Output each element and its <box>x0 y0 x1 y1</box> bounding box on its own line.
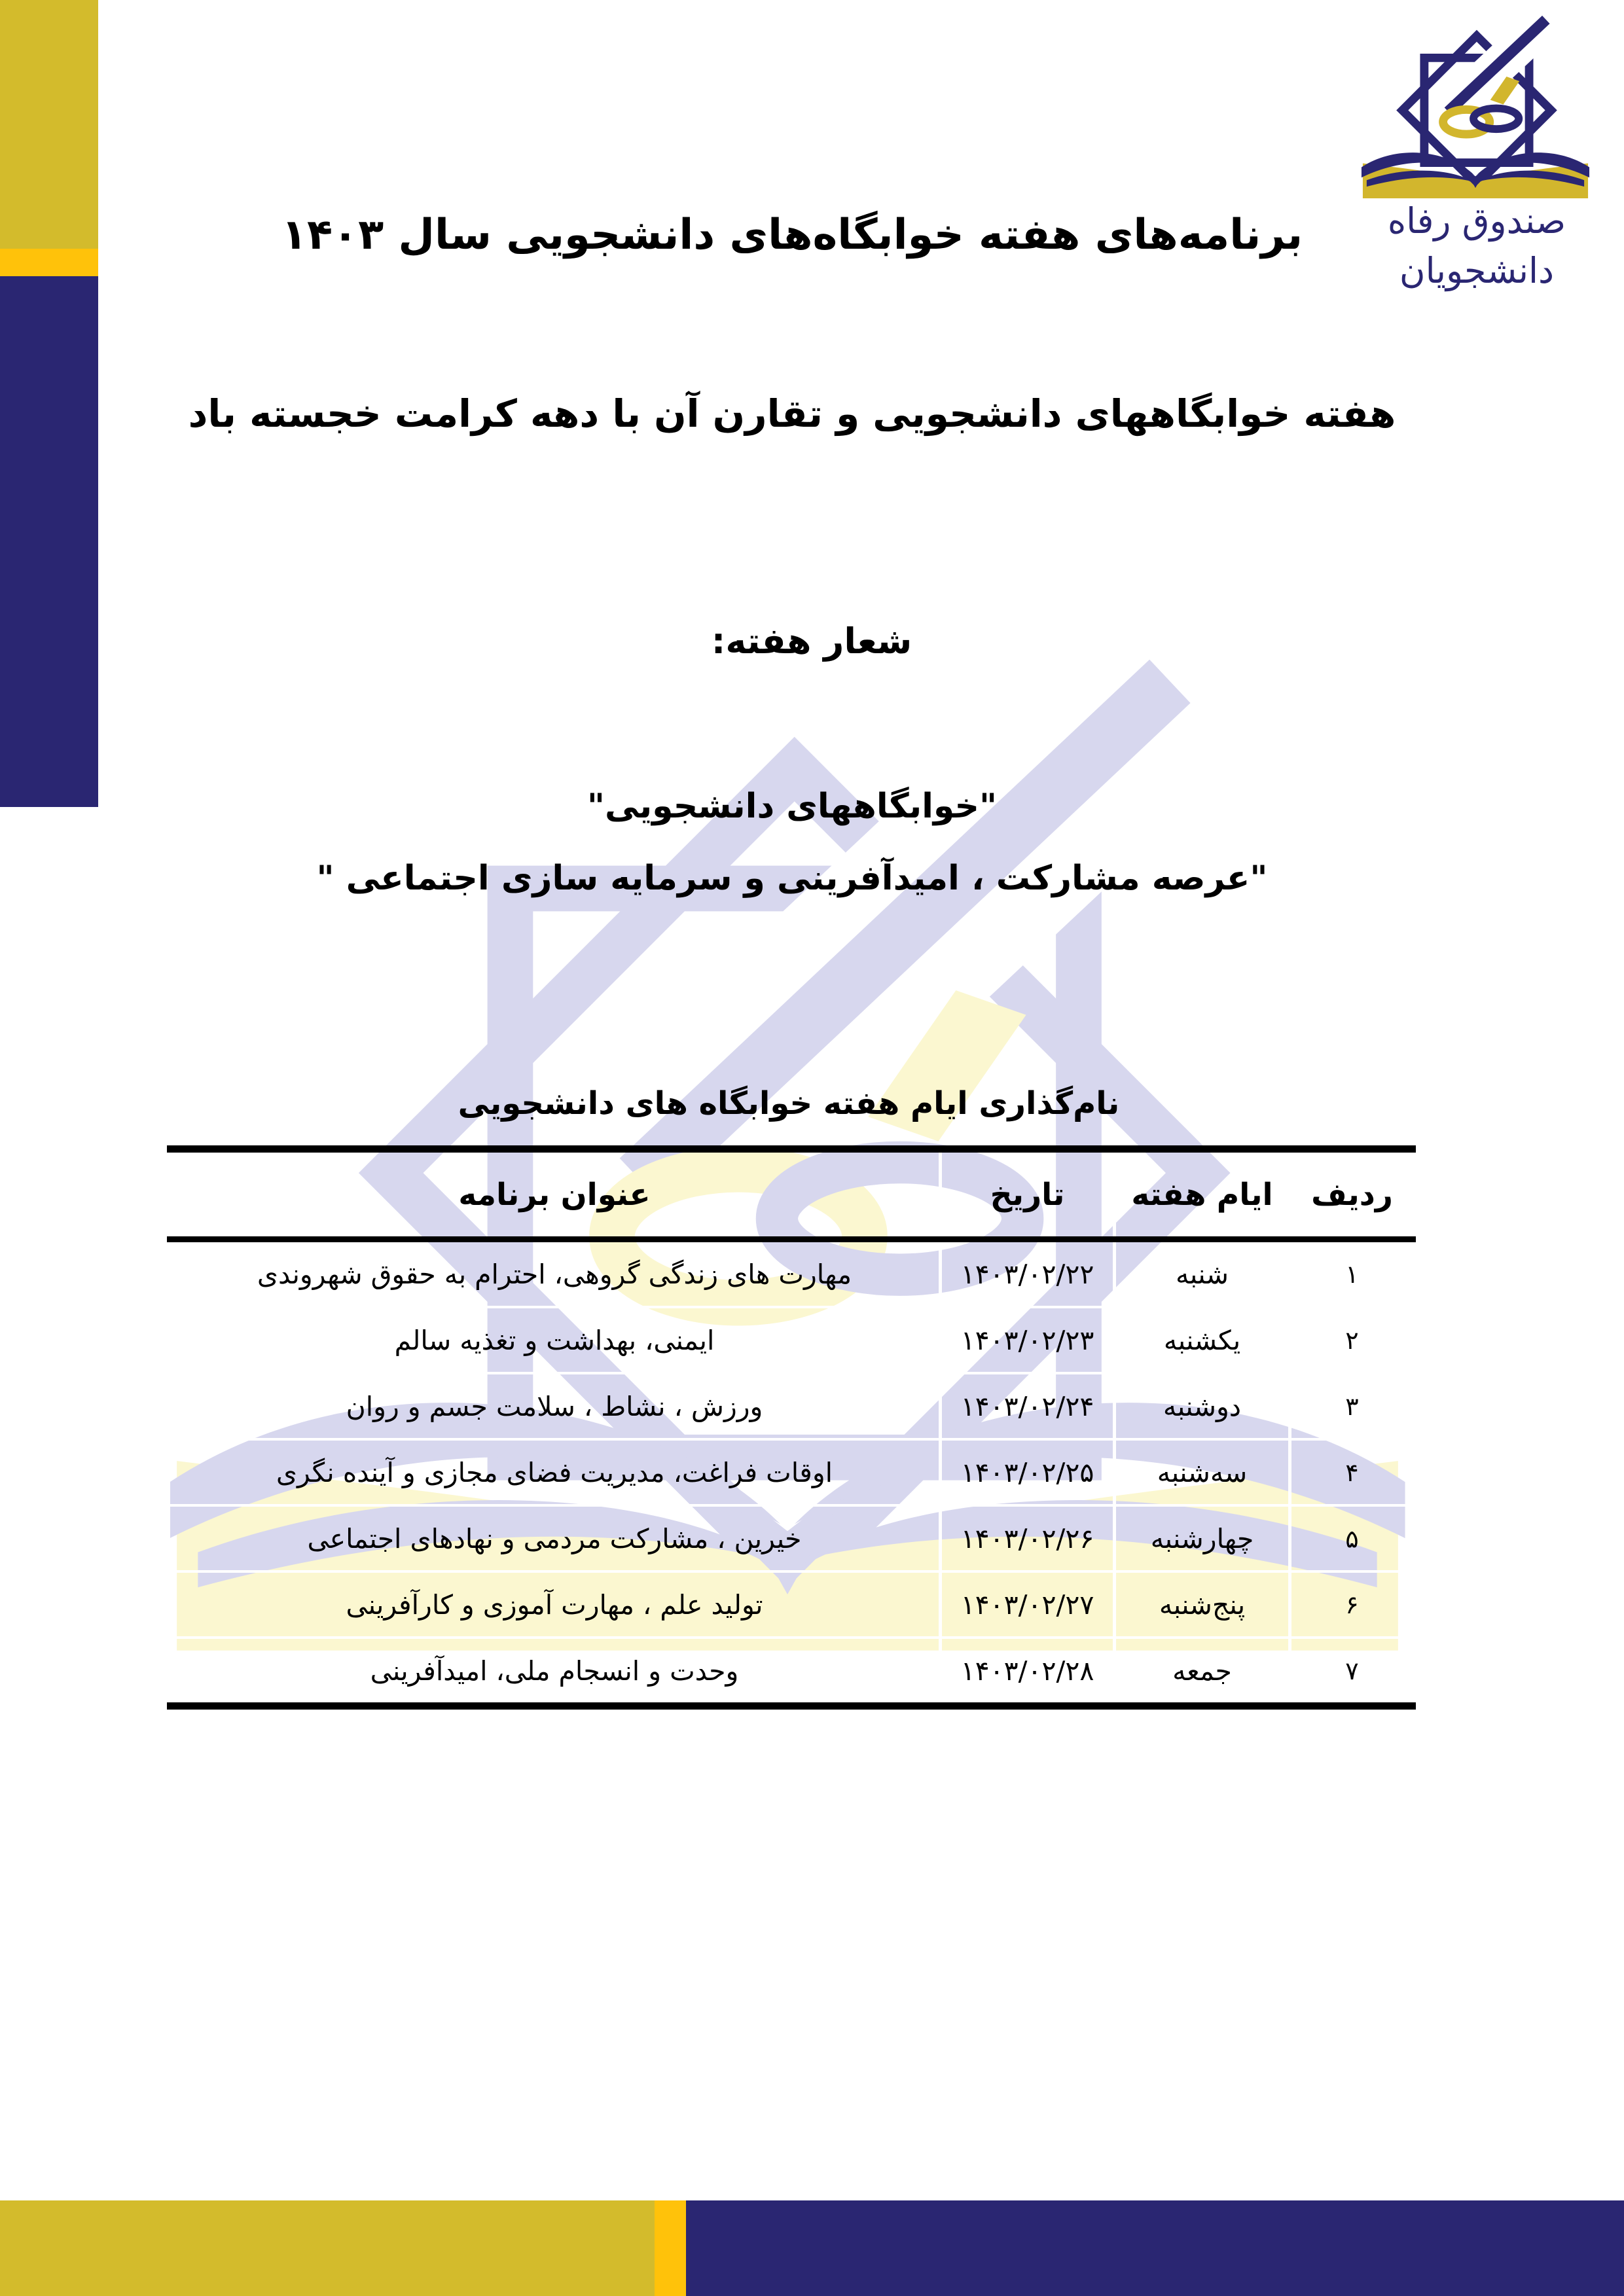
cell-day: شنبه <box>1115 1240 1290 1308</box>
table-title: نام‌گذاری ایام هفته خوابگاه های دانشجویی <box>458 1085 1120 1122</box>
footer-bar-navy <box>686 2200 1624 2296</box>
cell-row-number: ۲ <box>1290 1307 1415 1373</box>
cell-row-number: ۳ <box>1290 1373 1415 1439</box>
footer-bar-yellow-strip <box>655 2200 686 2296</box>
table-row <box>169 1439 1415 1505</box>
cell-day: پنج‌شنبه <box>1115 1571 1290 1638</box>
footer-bar-gold <box>0 2200 655 2296</box>
org-name-line1: صندوق رفاه <box>1387 200 1566 242</box>
schedule-table <box>167 1145 1416 1710</box>
left-bar-navy <box>0 276 98 807</box>
table-row <box>169 1307 1415 1373</box>
cell-row-number: ۶ <box>1290 1571 1415 1638</box>
table-row <box>169 1505 1415 1571</box>
cell-program: تولید علم ، مهارت آموزی و کارآفرینی <box>169 1571 941 1638</box>
cell-date: ۱۴۰۳/۰۲/۲۳ <box>941 1307 1115 1373</box>
header-cell-no: ردیف <box>1290 1149 1415 1240</box>
cell-date: ۱۴۰۳/۰۲/۲۷ <box>941 1571 1115 1638</box>
slogan-label: شعار هفته: <box>711 620 912 662</box>
cell-day: سه‌شنبه <box>1115 1439 1290 1505</box>
cell-row-number: ۱ <box>1290 1240 1415 1308</box>
slogan-line-2: "عرصه مشارکت ، امیدآفرینی و سرمایه سازی اجتماعی " <box>316 859 1268 898</box>
slogan-line-1: "خوابگاههای دانشجویی" <box>586 787 998 826</box>
cell-program: ایمنی، بهداشت و تغذیه سالم <box>169 1307 941 1373</box>
cell-program: وحدت و انسجام ملی، امیدآفرینی <box>169 1638 941 1706</box>
cell-day: چهارشنبه <box>1115 1505 1290 1571</box>
header-cell-date: تاریخ <box>941 1149 1115 1240</box>
cell-date: ۱۴۰۳/۰۲/۲۲ <box>941 1240 1115 1308</box>
cell-row-number: ۵ <box>1290 1505 1415 1571</box>
cell-date: ۱۴۰۳/۰۲/۲۶ <box>941 1505 1115 1571</box>
header-cell-program: عنوان برنامه <box>169 1149 941 1240</box>
table-row <box>169 1571 1415 1638</box>
cell-date: ۱۴۰۳/۰۲/۲۸ <box>941 1638 1115 1706</box>
cell-program: خیرین ، مشارکت مردمی و نهادهای اجتماعی <box>169 1505 941 1571</box>
org-logo <box>1359 14 1592 202</box>
cell-date: ۱۴۰۳/۰۲/۲۴ <box>941 1373 1115 1439</box>
cell-row-number: ۷ <box>1290 1638 1415 1706</box>
cell-program: ورزش ، نشاط ، سلامت جسم و روان <box>169 1373 941 1439</box>
cell-row-number: ۴ <box>1290 1439 1415 1505</box>
cell-program: مهارت های زندگی گروهی، احترام به حقوق شهروندی <box>169 1240 941 1308</box>
cell-day: دوشنبه <box>1115 1373 1290 1439</box>
org-name-line2: دانشجویان <box>1399 250 1555 291</box>
page-title: برنامه‌های هفته خوابگاه‌های دانشجویی سال ۱۴۰۳ <box>281 211 1303 259</box>
cell-program: اوقات فراغت، مدیریت فضای مجازی و آینده نگری <box>169 1439 941 1505</box>
table-row <box>169 1240 1415 1308</box>
table-row <box>169 1638 1415 1706</box>
header-cell-day: ایام هفته <box>1115 1149 1290 1240</box>
table-header-row <box>169 1149 1415 1240</box>
cell-day: جمعه <box>1115 1638 1290 1706</box>
page-subtitle: هفته خوابگاههای دانشجویی و تقارن آن با دهه کرامت خجسته باد <box>188 391 1396 436</box>
cell-date: ۱۴۰۳/۰۲/۲۵ <box>941 1439 1115 1505</box>
cell-day: یکشنبه <box>1115 1307 1290 1373</box>
table-row <box>169 1373 1415 1439</box>
